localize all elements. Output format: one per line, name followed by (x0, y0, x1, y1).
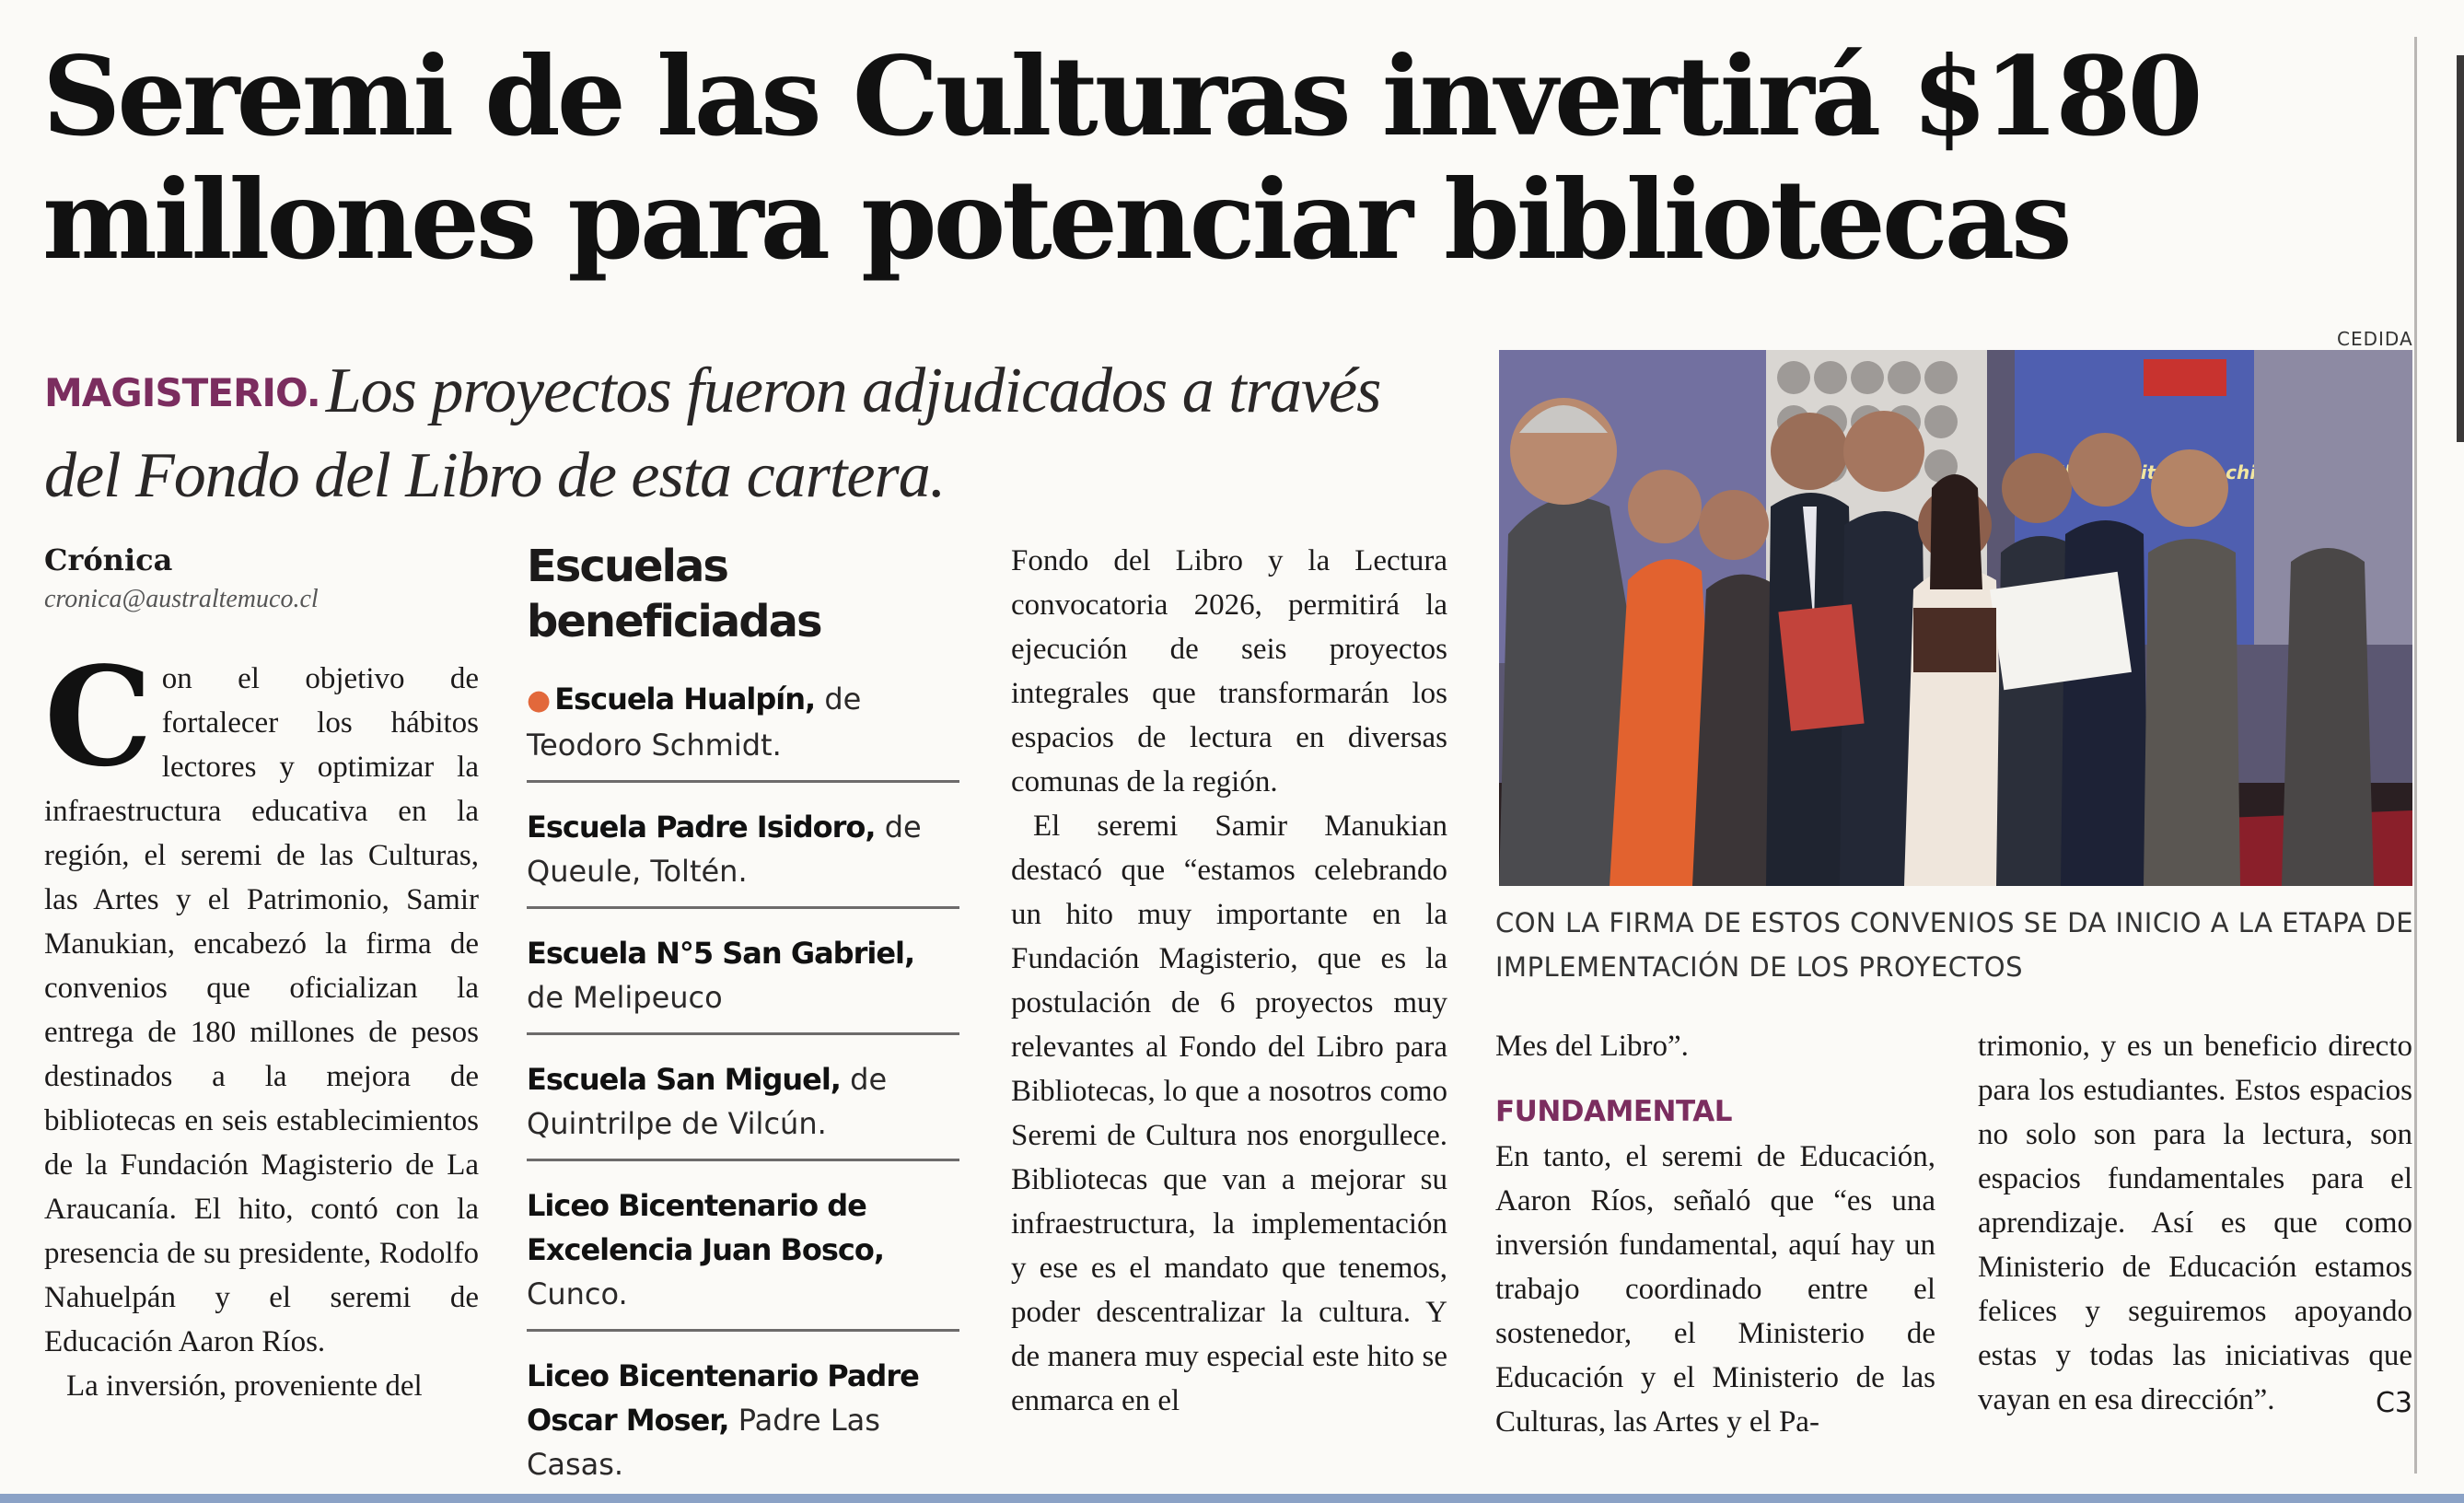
article-column-4 (1495, 1024, 1935, 1444)
paragraph-2: La inversión, proveniente del (66, 1369, 423, 1403)
lead-text: on el objetivo de fortalecer los hábitos lectores y optimizar la infraestructura educativa en la región, el seremi de las Culturas, las Artes y el Patrimonio, Samir Manukian, encabezó la firma de convenios que oficializan la entrega de 180 millones de pesos destinados a la mejora de bibliotecas en seis establecimientos de la Fundación Magisterio de La Araucanía. El hito, contó con la presencia de su presidente, Rodolfo Nahuelpán y el seremi de Educación Aaron Ríos. (44, 662, 479, 1358)
list-item: Liceo Bicentenario de Excelencia Juan Bosco, Cunco. (527, 1161, 959, 1332)
event-photo (1499, 350, 2412, 886)
list-item: ● Escuela Hualpín, de Teodoro Schmidt. (527, 670, 959, 783)
article-column-3 (1011, 539, 1447, 1423)
deck (44, 350, 1462, 518)
paragraph-6: En tanto, el seremi de Educación, Aaron Ríos, señaló que “es una inversión fundamental, aquí hay un trabajo coordinado entre el sostenedor, el Ministerio de Educación y el Ministerio de las Culturas, las Artes y el Pa- (1495, 1140, 1935, 1439)
byline-email[interactable]: cronica@australtemuco.cl (44, 585, 319, 613)
sidebar-schools (527, 539, 959, 1502)
bullet-icon: ● (527, 684, 552, 717)
photo-credit: CEDIDA (2337, 328, 2413, 350)
list-item: Escuela San Miguel, de Quintrilpe de Vilcún. (527, 1035, 959, 1161)
subhead-fundamental: FUNDAMENTAL (1495, 1095, 1732, 1128)
lead-paragraph (44, 636, 479, 1364)
paragraph-4: El seremi Samir Manukian destacó que “estamos celebrando un hito muy importante en la Fundación Magisterio, que es la postulación de 6 proyectos muy relevantes al Fondo del Libro para Bibliotecas, lo que a nosotros como Seremi de Cultura nos enorgullece. Bibliotecas que van a mejorar su infraestructura, la implementación y ese es el mandato que tenemos, poder descentralizar la cultura. Y de manera muy especial este hito se enmarca en el (1011, 810, 1447, 1417)
article-column-1 (44, 539, 479, 1408)
paragraph-7: trimonio, y es un beneficio directo para los estudiantes. Estos espacios no solo son para la lectura, son espacios fundamentales para el aprendizaje. Así es que como Ministerio de Educación estamos felices y seguiremos apoyando estas y todas las iniciativas que vayan en esa dirección”. C3 (1978, 1024, 2412, 1422)
article-column-5 (1978, 1024, 2412, 1426)
banner-text: chile (2226, 461, 2275, 484)
list-item: Liceo Bicentenario Padre Oscar Moser, Padre Las Casas. (527, 1332, 959, 1502)
byline-section: Crónica (44, 542, 173, 577)
list-item: Escuela Padre Isidoro, de Queule, Toltén. (527, 783, 959, 909)
paragraph-3: Fondo del Libro y la Lectura convocatoria 2026, permitirá la ejecución de seis proyectos integrales que transformarán los espacios de lectura en diversas comunas de la región. (1011, 544, 1447, 798)
deck-text: Los proyectos fueron adjudicados a través del Fondo del Libro de esta cartera. (44, 355, 1381, 511)
sidebar-title: Escuelas beneficiadas (527, 541, 821, 647)
dropcap: C (44, 636, 153, 797)
list-item: Escuela N°5 San Gabriel, de Melipeuco (527, 909, 959, 1035)
deck-kicker: MAGISTERIO. (44, 370, 320, 415)
photo-illustration (1499, 350, 2412, 886)
column-rule (2414, 37, 2417, 1474)
end-mark-icon: C3 (2375, 1387, 2412, 1419)
headline: Seremi de las Culturas invertirá $180 millones para potenciar bibliotecas (42, 32, 2200, 284)
paragraph-5: Mes del Libro”. (1495, 1030, 1689, 1063)
bottom-border (0, 1494, 2464, 1503)
page-edge (2457, 55, 2464, 442)
photo-caption: CON LA FIRMA DE ESTOS CONVENIOS SE DA INICIO A LA ETAPA DE IMPLEMENTACIÓN DE LOS PROYECTOS (1495, 907, 2414, 983)
